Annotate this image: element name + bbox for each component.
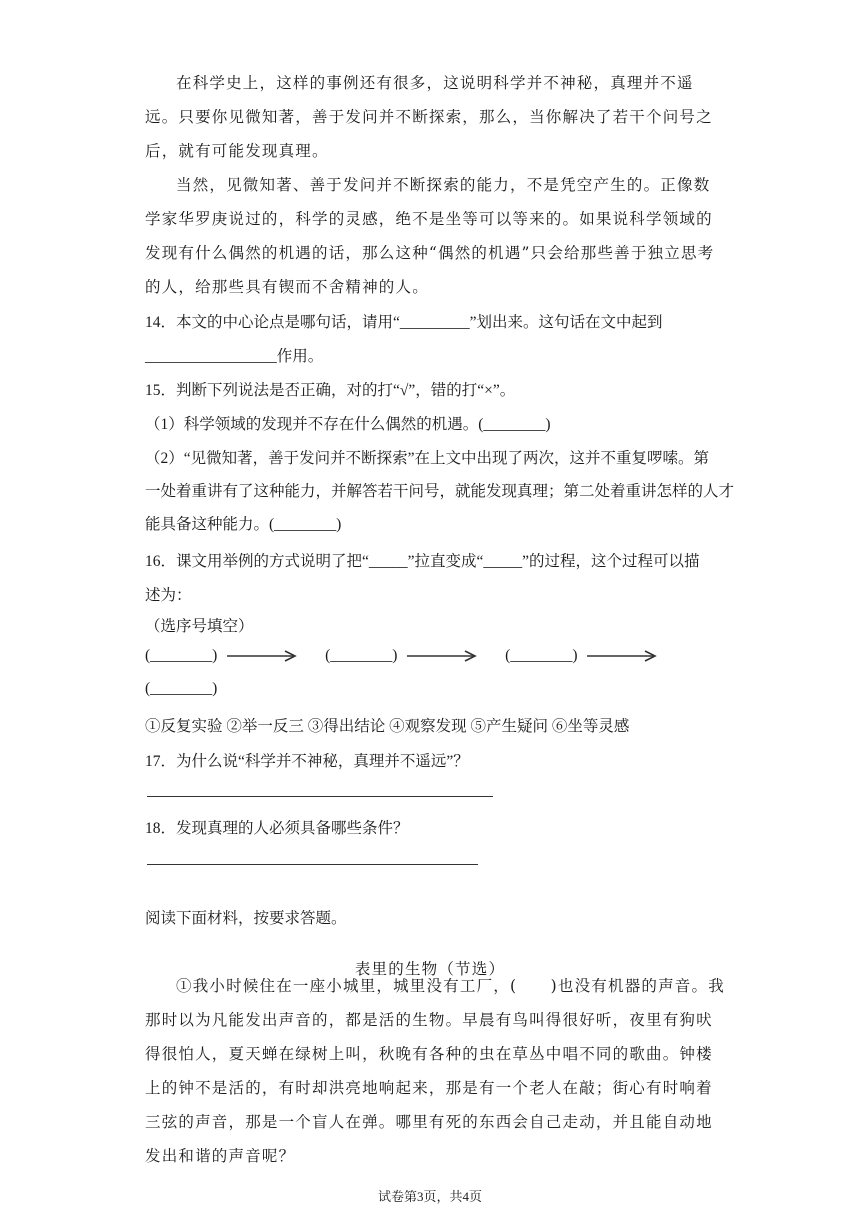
- right-arrow-icon: [587, 650, 659, 662]
- question-15-item-2-line-1: （2）“见微知著，善于发问并不断探索”在上文中出现了两次，这并不重复啰嗦。第: [145, 450, 710, 467]
- answer-line-18: [147, 864, 478, 865]
- page-footer: 试卷第3页，共4页: [377, 1189, 482, 1204]
- article-paragraph-1: ①我小时候住在一座小城里，城里没有工厂，( )也没有机器的声音。我那时以为凡能发出声音的，都是活的生物。早晨有鸟叫得很好听，夜里有狗吠得很怕人，夏天蝉在绿树上叫，秋晚有各种的虫在草丛中唱不同的歌曲。钟楼上的钟不是活的，有时却洪亮地响起来，那是有一个老人在敲；街心有时响着三弦的声音，那是一个盲人在弹。哪里有死的东西会自己走动，并且能自动地发出和谐的声音呢？: [145, 977, 725, 1165]
- flow-blank-2: (________): [325, 647, 398, 664]
- question-16-options: ①反复实验 ②举一反三 ③得出结论 ④观察发现 ⑤产生疑问 ⑥坐等灵感: [145, 718, 630, 735]
- question-15-item-2-line-2: 一处着重讲有了这种能力，并解答若干问号，就能发现真理；第二处着重讲怎样的人才: [145, 483, 735, 500]
- flow-blank-1: (________): [145, 647, 218, 664]
- right-arrow-icon: [407, 650, 479, 662]
- question-14-line-1: 14．本文的中心论点是哪句话，请用“_________”划出来。这句话在文中起到: [145, 314, 663, 331]
- question-18-stem: 18．发现真理的人必须具备哪些条件？: [145, 820, 409, 837]
- question-15-stem: 15．判断下列说法是否正确，对的打“√”，错的打“×”。: [145, 382, 516, 399]
- question-15-item-2-line-3: 能具备这种能力。(________): [145, 516, 342, 533]
- question-17-stem: 17．为什么说“科学并不神秘，真理并不遥远”？: [145, 753, 469, 770]
- passage-paragraph-2: 当然，见微知著、善于发问并不断探索的能力，不是凭空产生的。正像数学家华罗庚说过的，科学的灵感，绝不是坐等可以等来的。如果说科学领域的发现有什么偶然的机遇的话，那么这种“偶然的机遇”只会给那些善于独立思考的人，给那些具有锲而不舍精神的人。: [145, 176, 715, 296]
- reading-instruction: 阅读下面材料，按要求答题。: [145, 910, 347, 927]
- flow-blank-4: (________): [145, 680, 218, 697]
- right-arrow-icon: [227, 650, 299, 662]
- answer-line-17: [147, 796, 493, 797]
- article-title: 表里的生物（节选）: [354, 959, 506, 978]
- question-16-line-1: 16．课文用举例的方式说明了把“_____”拉直变成“_____”的过程，这个过程可以描: [145, 553, 700, 570]
- process-flow: [145, 647, 681, 665]
- flow-blank-3: (________): [505, 647, 578, 664]
- question-16-line-2: 述为：: [145, 587, 192, 604]
- question-16-hint: （选序号填空）: [145, 618, 254, 635]
- passage-paragraph-1: 在科学史上，这样的事例还有很多，这说明科学并不神秘，真理并不遥远。只要你见微知著，善于发问并不断探索，那么，当你解决了若干个问号之后，就有可能发现真理。: [145, 74, 713, 160]
- question-15-item-1: （1）科学领域的发现并不存在什么偶然的机遇。(________): [145, 416, 551, 433]
- question-14-line-2: _________________作用。: [145, 348, 324, 365]
